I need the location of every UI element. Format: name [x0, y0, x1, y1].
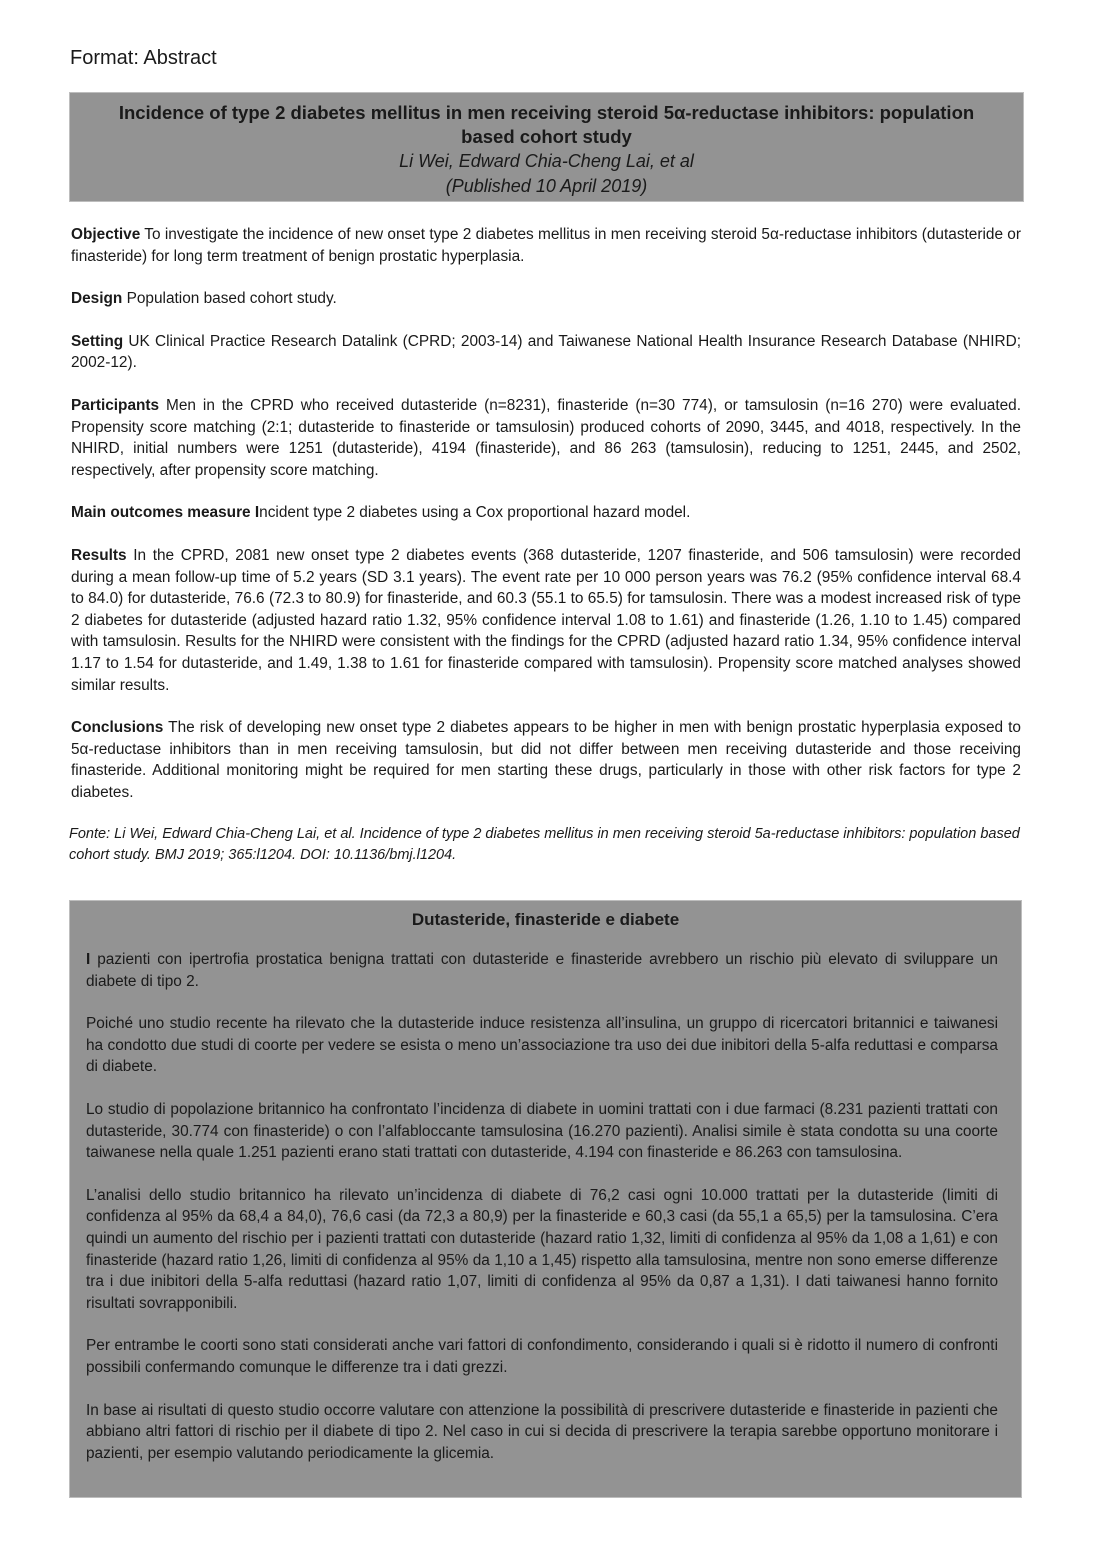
article-header-box — [69, 92, 1024, 202]
commentary-lead-letter: I — [86, 951, 91, 968]
objective-paragraph — [71, 224, 1021, 267]
article-authors: Li Wei, Edward Chia-Cheng Lai, et al — [399, 151, 694, 171]
objective-label: Objective — [71, 226, 141, 243]
setting-paragraph — [71, 331, 1021, 374]
commentary-title: Dutasteride, finasteride e diabete — [411, 910, 680, 929]
commentary-paragraph — [86, 949, 998, 992]
commentary-paragraph: Lo studio di popolazione britannico ha confrontato l’incidenza di diabete in uomini trattati con i due farmaci (8.231 pazienti trattati con dutasteride, 30.774 con finasteride) o con l’alfabloccante tamsulosina (16.270 pazienti). Analisi simile è stata condotta su una coorte taiwanese nella quale 1.251 pazienti erano stati trattati con dutasteride, 4.194 con finasteride e 86.263 con tamsulosina. — [86, 1100, 998, 1162]
commentary-paragraph: In base ai risultati di questo studio occorre valutare con attenzione la possibilità di prescrivere dutasteride e finasteride in pazienti che abbiano altri fattori di rischio per il diabete di tipo 2. Nel caso in cui si decida di prescrivere la terapia sarebbe opportuno monitorare i pazienti, per esempio valutando periodicamente la glicemia. — [86, 1401, 998, 1462]
commentary-body — [86, 949, 998, 1485]
commentary-paragraph: Poiché uno studio recente ha rilevato che la dutasteride induce resistenza all’insulina, un gruppo di ricercatori britannici e taiwanesi ha condotto due studi di coorte per vedere se esista o meno un’associazione tra uso dei due inibitori della 5-alfa reduttasi e comparsa di diabete. — [86, 1015, 998, 1076]
results-text: In the CPRD, 2081 new onset type 2 diabetes events (368 dutasteride, 1207 finasteride, and 506 tamsulosin) were recorded during a mean follow-up time of 5.2 years (SD 3.1 years). The event rate per 10 000 person years was 76.2 (95% confidence interval 68.4 to 84.0) for dutasteride, 76.6 (72.3 to 80.9) for finasteride, and 60.3 (55.1 to 65.5) for tamsulosin. There was a modest increased risk of type 2 diabetes for dutasteride (adjusted hazard ratio 1.32, 95% confidence interval 1.08 to 1.61) and finasteride (1.26, 1.10 to 1.45) compared with tamsulosin. Results for the NHIRD were consistent with the findings for the CPRD (adjusted hazard ratio 1.34, 95% confidence interval 1.17 to 1.54 for dutasteride, and 1.49, 1.38 to 1.61 for finasteride compared with tamsulosin). Propensity score matched analyses showed similar results. — [71, 546, 1021, 694]
results-paragraph — [71, 545, 1021, 696]
source-citation: Fonte: Li Wei, Edward Chia-Cheng Lai, et al. Incidence of type 2 diabetes mellitus in men receiving steroid 5a-reductase inhibitors: population based cohort study. BMJ 2019; 365:l1204. DOI: 10.1136/bmj.l1204. — [69, 826, 1020, 863]
commentary-paragraph: Per entrambe le coorti sono stati considerati anche vari fattori di confondimento, considerando i quali si è ridotto il numero di confronti possibili confermando comunque le differenze tra i dati grezzi. — [86, 1337, 998, 1376]
commentary-text: pazienti con ipertrofia prostatica benigna trattati con dutasteride e finasteride avrebbero un rischio più elevato di sviluppare un diabete di tipo 2. — [86, 951, 998, 990]
setting-label: Setting — [71, 332, 124, 350]
conclusions-label: Conclusions — [71, 719, 164, 737]
outcomes-label: Main outcomes measure I — [71, 504, 260, 522]
design-paragraph — [71, 288, 1021, 310]
setting-text: UK Clinical Practice Research Datalink (CPRD; 2003-14) and Taiwanese National Health Insurance Research Database (NHIRD; 2002-12). — [71, 332, 1021, 372]
conclusions-text: The risk of developing new onset type 2 diabetes appears to be higher in men with benign prostatic hyperplasia exposed to 5α-reductase inhibitors than in men receiving tamsulosin, but did not differ between men receiving dutasteride and those receiving finasteride. Additional monitoring might be required for men starting these drugs, particularly in those with other risk factors for type 2 diabetes. — [71, 719, 1021, 801]
commentary-paragraph: L’analisi dello studio britannico ha rilevato un’incidenza di diabete di 76,2 casi ogni 10.000 trattati per la dutasteride (limiti di confidenza al 95% da 68,4 a 84,0), 76,6 casi (da 72,3 a 80,9) per la finasteride e 60,3 casi (da 55,1 a 65,5) per la tamsulosina. C’era quindi un aumento del rischio per i pazienti trattati con dutasteride (hazard ratio 1,32, limiti di confidenza al 95% da 1,08 a 1,61) e con finasteride (hazard ratio 1,26, limiti di confidenza al 95% da 1,10 a 1,45) rispetto alla tamsulosina, mentre non sono emerse differenze tra i due inibitori della 5-alfa reduttasi (hazard ratio 1,07, limiti di confidenza al 95% da 0,87 a 1,31). I dati taiwanesi hanno fornito risultati sovrapponibili. — [86, 1186, 998, 1312]
participants-label: Participants — [71, 396, 160, 414]
publication-date: (Published 10 April 2019) — [445, 176, 648, 196]
commentary-box — [69, 900, 1022, 1498]
conclusions-paragraph — [71, 717, 1021, 803]
objective-text: To investigate the incidence of new onset type 2 diabetes mellitus in men receiving steroid 5α-reductase inhibitors (dutasteride or finasteride) for long term treatment of benign prostatic hyperplasia. — [71, 226, 1021, 265]
results-label: Results — [71, 546, 127, 564]
design-label: Design — [71, 290, 123, 308]
outcomes-paragraph — [71, 502, 1021, 524]
participants-text: Men in the CPRD who received dutasteride (n=8231), finasteride (n=30 774), or tamsulosin (n=16 270) were evaluated. Propensity score matching (2:1; dutasteride to finasteride or tamsulosin) produced cohorts of 2090, 3445, and 4018, respectively. In the NHIRD, initial numbers were 1251 (dutasteride), 4194 (finasteride), and 86 263 (tamsulosin), reducing to 1251, 2445, and 2502, respectively, after propensity score matching. — [71, 396, 1021, 479]
outcomes-text: ncident type 2 diabetes using a Cox proportional hazard model. — [259, 504, 691, 522]
design-text: Population based cohort study. — [122, 290, 337, 308]
article-title: Incidence of type 2 diabetes mellitus in men receiving steroid 5α-reductase inhibitors: population based cohort study — [118, 102, 975, 147]
format-label: Format: Abstract — [70, 47, 217, 69]
abstract-body — [71, 224, 1021, 824]
participants-paragraph — [71, 395, 1021, 481]
